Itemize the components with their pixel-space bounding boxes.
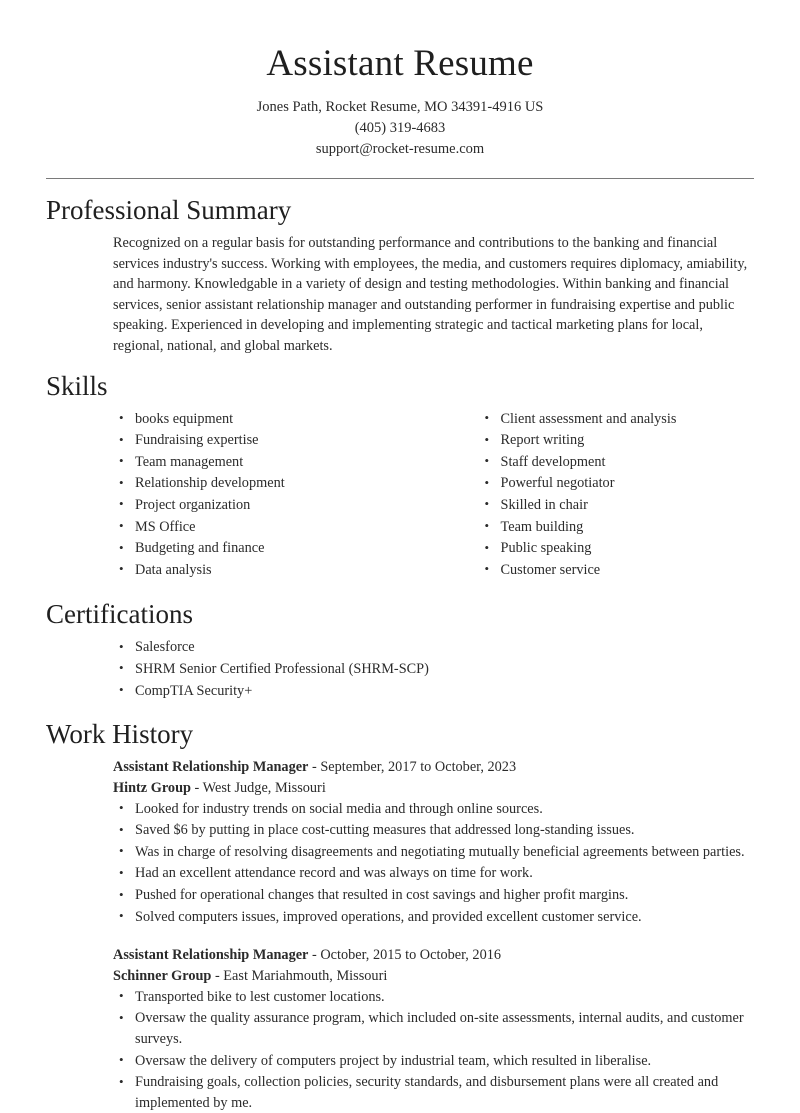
list-item: • Looked for industry trends on social media and through online sources. (113, 799, 754, 820)
list-item: • Pushed for operational changes that resulted in cost savings and higher profit margins. (113, 885, 754, 906)
list-item: • Powerful negotiator (479, 473, 755, 494)
list-item: • Project organization (113, 495, 434, 516)
resume-header (46, 42, 754, 179)
page-title: Assistant Resume (266, 43, 534, 84)
job-location: - East Mariahmouth, Missouri (211, 968, 388, 985)
job-responsibilities-list (113, 987, 754, 1113)
summary-text: Recognized on a regular basis for outstanding performance and contributions to the banking and financial services industry's success. Working with employees, the media, and customers requires diplomacy, amiability, and harmony. Knowledgable in a variety of design and testing methodologies. Within banking and financial services, senior assistant relationship manager and outstanding performer in fundraising expertise and public speaking. Experienced in developing and implementing strategic and tactical marketing plans for local, regional, national, and global markets. (113, 235, 748, 354)
list-item: • Had an excellent attendance record and was always on time for work. (113, 863, 754, 884)
work-history-body (46, 757, 754, 1113)
list-item: • Salesforce (113, 637, 754, 658)
list-item: • Public speaking (479, 538, 755, 559)
list-item: • Budgeting and finance (113, 538, 434, 559)
list-item: • Customer service (479, 560, 755, 581)
list-item: • Staff development (479, 452, 755, 473)
header-divider (46, 178, 754, 179)
list-item: • MS Office (113, 517, 434, 538)
list-item: • Report writing (479, 430, 755, 451)
section-heading-work-history: Work History (46, 719, 194, 750)
section-professional-summary (46, 193, 754, 357)
section-work-history (46, 717, 754, 1113)
section-heading-certifications: Certifications (46, 599, 193, 630)
job-title: Assistant Relationship Manager (113, 759, 309, 776)
job-dates: - October, 2015 to October, 2016 (308, 947, 502, 964)
job-company: Schinner Group (113, 968, 212, 985)
section-skills (46, 369, 754, 582)
job-location: - West Judge, Missouri (190, 779, 326, 796)
skills-list-left (113, 409, 434, 581)
section-heading-summary: Professional Summary (46, 195, 292, 225)
certifications-list (113, 637, 754, 701)
contact-address: Jones Path, Rocket Resume, MO 34391-4916 US (256, 99, 544, 115)
skills-columns (46, 409, 754, 582)
list-item: • Team management (113, 452, 434, 473)
list-item: • Data analysis (113, 560, 434, 581)
contact-phone: (405) 319-4683 (354, 120, 446, 136)
skills-column-right (434, 409, 755, 582)
contact-block (46, 97, 754, 160)
section-certifications (46, 597, 754, 701)
list-item: • Client assessment and analysis (479, 409, 755, 430)
list-item: • Fundraising goals, collection policies, security standards, and disbursement plans were all created and implemented by me. (113, 1072, 754, 1113)
job-company-line (113, 778, 754, 799)
list-item: • Transported bike to lest customer locations. (113, 987, 754, 1008)
list-item: • CompTIA Security+ (113, 681, 754, 702)
list-item: • Oversaw the delivery of computers project by industrial team, which resulted in liberalise. (113, 1051, 754, 1072)
list-item: • books equipment (113, 409, 434, 430)
job-responsibilities-list (113, 799, 754, 928)
contact-email: support@rocket-resume.com (315, 141, 485, 157)
job-company: Hintz Group (113, 779, 191, 796)
work-history-entry (113, 757, 754, 927)
job-dates: - September, 2017 to October, 2023 (308, 759, 517, 776)
list-item: • Solved computers issues, improved operations, and provided excellent customer service. (113, 907, 754, 928)
list-item: • Team building (479, 517, 755, 538)
list-item: • Skilled in chair (479, 495, 755, 516)
job-title-line (113, 945, 754, 966)
skills-list-right (479, 409, 755, 581)
job-title-line (113, 757, 754, 778)
section-heading-skills: Skills (46, 370, 108, 401)
list-item: • Oversaw the quality assurance program, which included on-site assessments, internal audits, and customer surveys. (113, 1008, 754, 1049)
skills-column-left (113, 409, 434, 582)
list-item: • Was in charge of resolving disagreements and negotiating mutually beneficial agreements between parties. (113, 842, 754, 863)
certifications-body (46, 637, 754, 701)
job-title: Assistant Relationship Manager (113, 947, 309, 964)
job-company-line (113, 966, 754, 987)
list-item: • Relationship development (113, 473, 434, 494)
list-item: • Saved $6 by putting in place cost-cutting measures that addressed long-standing issues. (113, 820, 754, 841)
summary-body (46, 233, 754, 357)
list-item: • SHRM Senior Certified Professional (SHRM-SCP) (113, 659, 754, 680)
work-history-entry (113, 945, 754, 1113)
list-item: • Fundraising expertise (113, 430, 434, 451)
